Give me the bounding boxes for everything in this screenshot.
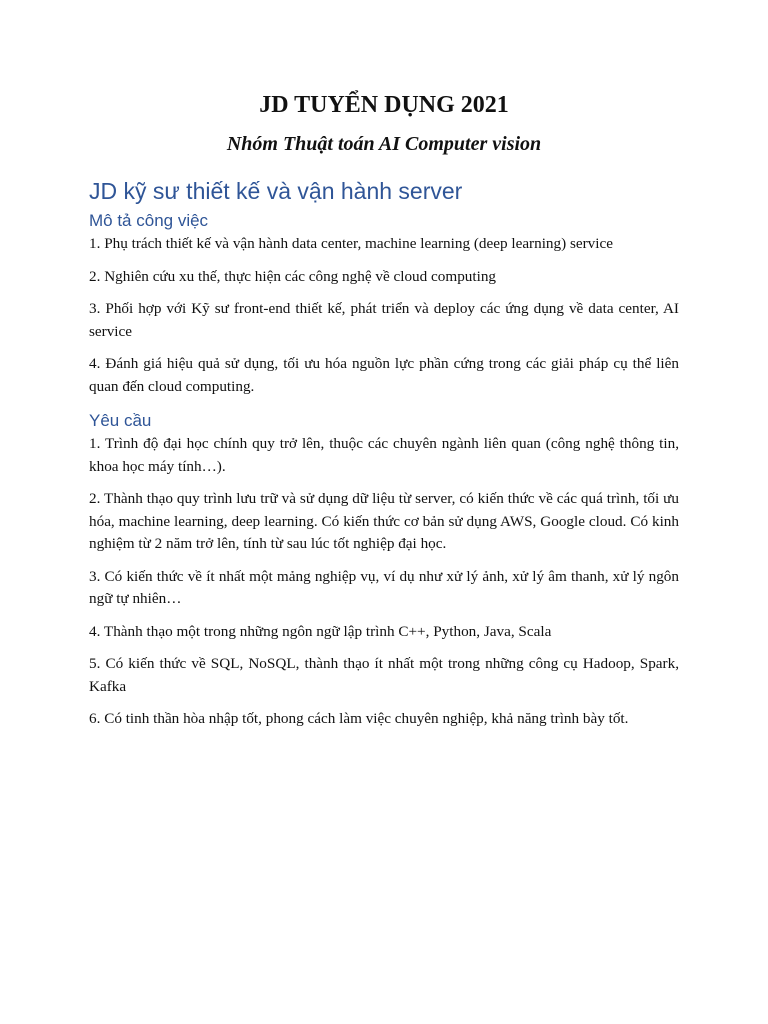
requirement-item: 4. Thành thạo một trong những ngôn ngữ lập trình C++, Python, Java, Scala bbox=[89, 622, 552, 640]
job-description-item: 2. Nghiên cứu xu thế, thực hiện các công nghệ về cloud computing bbox=[89, 267, 497, 285]
job-description-item: 1. Phụ trách thiết kế và vận hành data center, machine learning (deep learning) service bbox=[89, 235, 613, 252]
requirement-item: 5. Có kiến thức về SQL, NoSQL, thành thạo ít nhất một trong những công cụ Hadoop, Spark, Kafka bbox=[89, 655, 679, 695]
requirement-item: 2. Thành thạo quy trình lưu trữ và sử dụng dữ liệu từ server, có kiến thức về các quá trình, tối ưu hóa, machine learning, deep learning. Có kiến thức cơ bản sử dụng AWS, Google cloud. Có kinh nghiệm từ 2 năm trở lên, tính từ sau lúc tốt nghiệp đại học. bbox=[89, 490, 679, 552]
job-description-item: 4. Đánh giá hiệu quả sử dụng, tối ưu hóa nguồn lực phần cứng trong các giải pháp cụ thể liên quan đến cloud computing. bbox=[89, 355, 679, 395]
document-title: JD TUYỂN DỤNG 2021 bbox=[259, 92, 509, 118]
job-description-item: 3. Phối hợp với Kỹ sư front-end thiết kế, phát triển và deploy các ứng dụng về data center, AI service bbox=[89, 300, 679, 340]
document-body bbox=[89, 176, 679, 741]
requirement-item: 6. Có tinh thần hòa nhập tốt, phong cách làm việc chuyên nghiệp, khả năng trình bày tốt. bbox=[89, 710, 629, 727]
section-heading-requirements: Yêu cầu bbox=[89, 411, 152, 430]
job-heading: JD kỹ sư thiết kế và vận hành server bbox=[89, 178, 463, 204]
requirement-item: 3. Có kiến thức về ít nhất một mảng nghiệp vụ, ví dụ như xử lý ảnh, xử lý âm thanh, xử lý ngôn ngữ tự nhiên… bbox=[89, 567, 679, 607]
document-subtitle: Nhóm Thuật toán AI Computer vision bbox=[226, 133, 542, 155]
section-heading-job-description: Mô tả công việc bbox=[89, 211, 209, 230]
requirement-item: 1. Trình độ đại học chính quy trở lên, thuộc các chuyên ngành liên quan (công nghệ thông tin, khoa học máy tính…). bbox=[89, 435, 679, 475]
